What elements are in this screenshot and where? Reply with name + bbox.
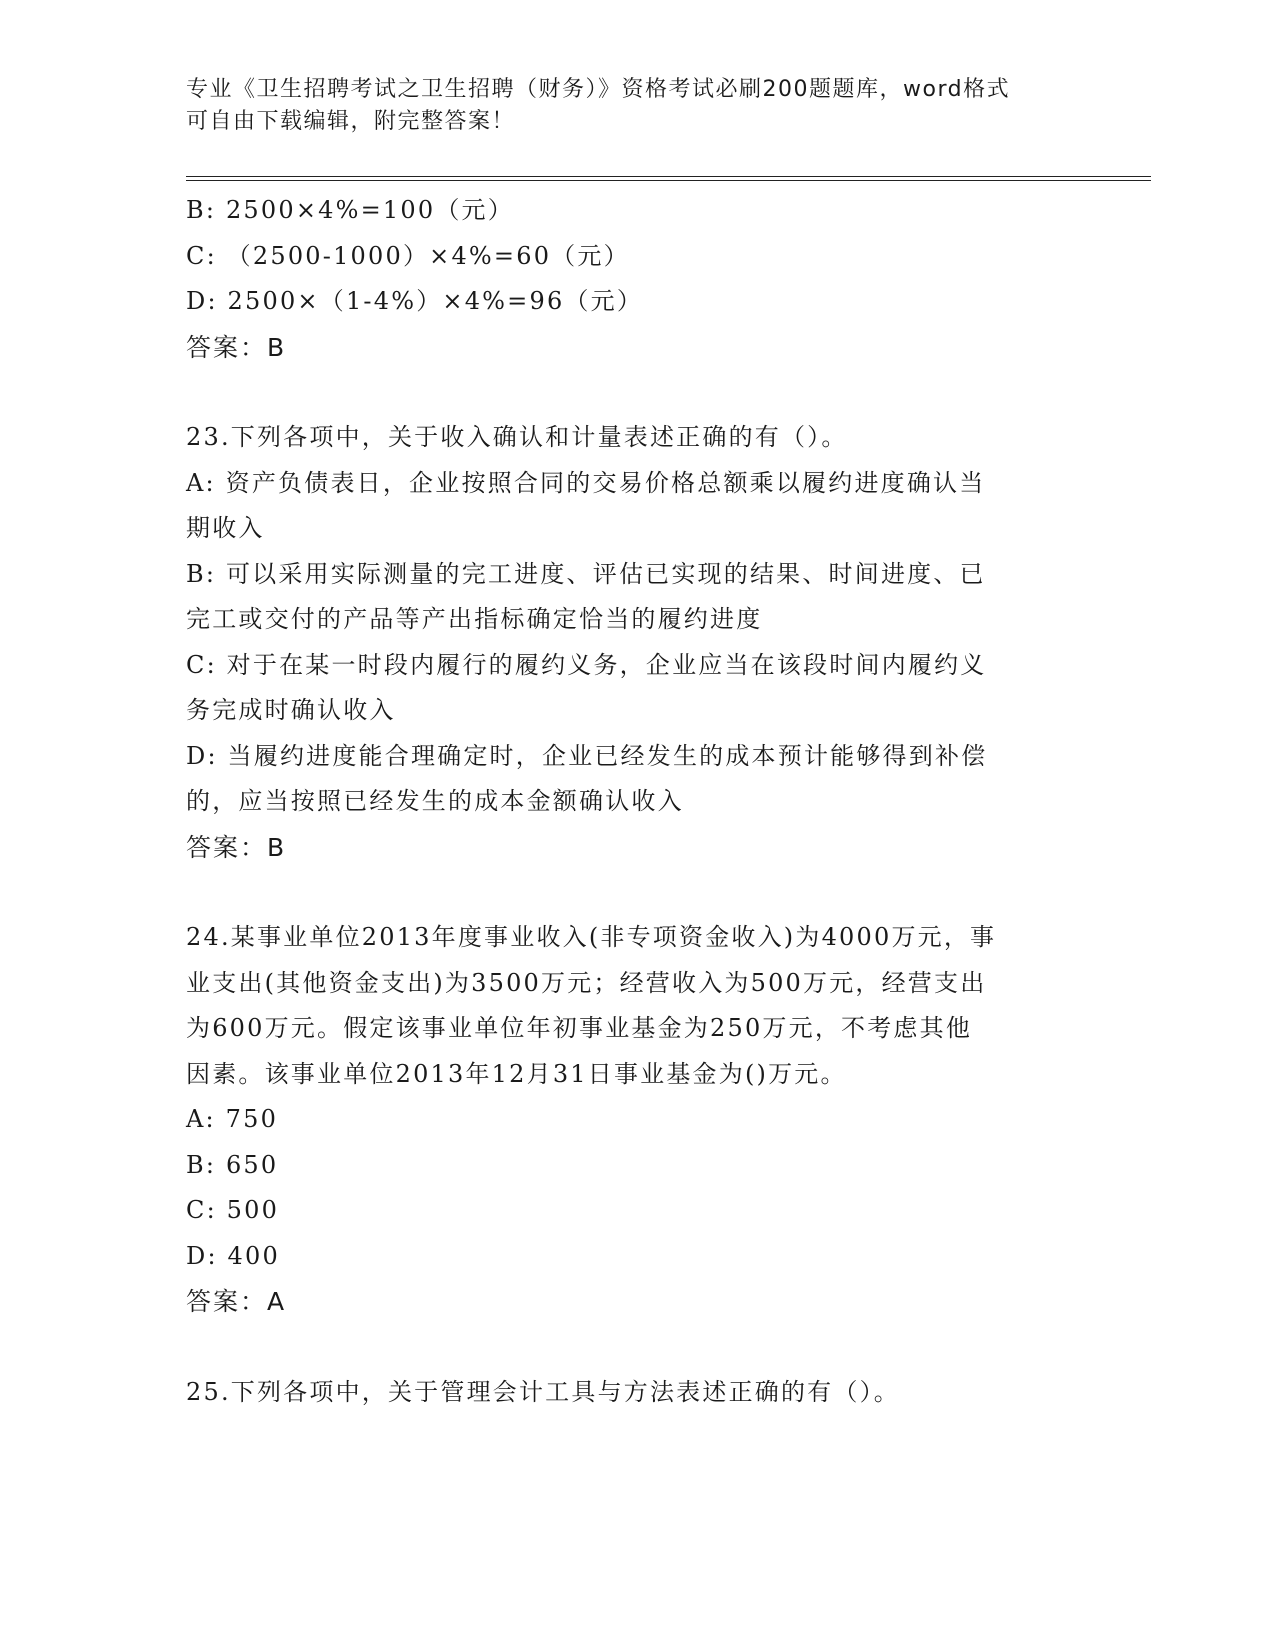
question-24 xyxy=(186,915,1066,1325)
header-divider-bottom xyxy=(186,180,1151,181)
question-23 xyxy=(186,415,1066,870)
header-divider-top xyxy=(186,176,1151,177)
question-stem: 25.下列各项中，关于管理会计工具与方法表述正确的有（）。 xyxy=(186,1377,900,1406)
header-line-2: 可自由下载编辑，附完整答案！ xyxy=(186,109,516,134)
answer: 答案：B xyxy=(186,332,287,362)
option-a: A: 资产负债表日，企业按照合同的交易价格总额乘以履约进度确认当 xyxy=(186,468,986,497)
option-d: D: 400 xyxy=(186,1241,280,1270)
answer: 答案：B xyxy=(186,832,287,862)
question-25 xyxy=(186,1370,1066,1416)
option-b: B: 650 xyxy=(186,1150,279,1179)
option-c: C: 对于在某一时段内履行的履约义务，企业应当在该段时间内履约义 xyxy=(186,650,987,679)
spacer xyxy=(186,370,1066,415)
question-22-tail xyxy=(186,188,1066,370)
option-a-continued: 期收入 xyxy=(186,514,265,542)
question-stem-continued: 业支出(其他资金支出)为3500万元；经营收入为500万元，经营支出 xyxy=(186,968,987,997)
option-d: D: 2500×（1-4%）×4%=96（元） xyxy=(186,287,644,315)
option-c: C: （2500-1000）×4%=60（元） xyxy=(186,241,630,270)
option-c-continued: 务完成时确认收入 xyxy=(186,696,396,724)
document-header xyxy=(186,74,1066,138)
question-stem: 24.某事业单位2013年度事业收入(非专项资金收入)为4000万元，事 xyxy=(186,923,997,951)
spacer xyxy=(186,1325,1066,1370)
option-b-continued: 完工或交付的产品等产出指标确定恰当的履约进度 xyxy=(186,605,763,633)
question-content xyxy=(186,188,1066,1415)
option-d-continued: 的，应当按照已经发生的成本金额确认收入 xyxy=(186,787,684,815)
option-c: C: 500 xyxy=(186,1196,280,1224)
option-b: B: 可以采用实际测量的完工进度、评估已实现的结果、时间进度、已 xyxy=(186,559,986,588)
question-stem-continued: 为600万元。假定该事业单位年初事业基金为250万元，不考虑其他 xyxy=(186,1014,973,1042)
option-b: B: 2500×4%=100（元） xyxy=(186,196,514,224)
answer: 答案：A xyxy=(186,1287,287,1316)
question-stem-continued: 因素。该事业单位2013年12月31日事业基金为()万元。 xyxy=(186,1059,847,1088)
option-d: D: 当履约进度能合理确定时，企业已经发生的成本预计能够得到补偿 xyxy=(186,741,988,770)
header-line-1: 专业《卫生招聘考试之卫生招聘（财务）》资格考试必刷200题题库，word格式 xyxy=(186,77,1011,102)
option-a: A: 750 xyxy=(186,1105,279,1133)
spacer xyxy=(186,870,1066,915)
question-stem: 23.下列各项中，关于收入确认和计量表述正确的有（）。 xyxy=(186,423,848,451)
